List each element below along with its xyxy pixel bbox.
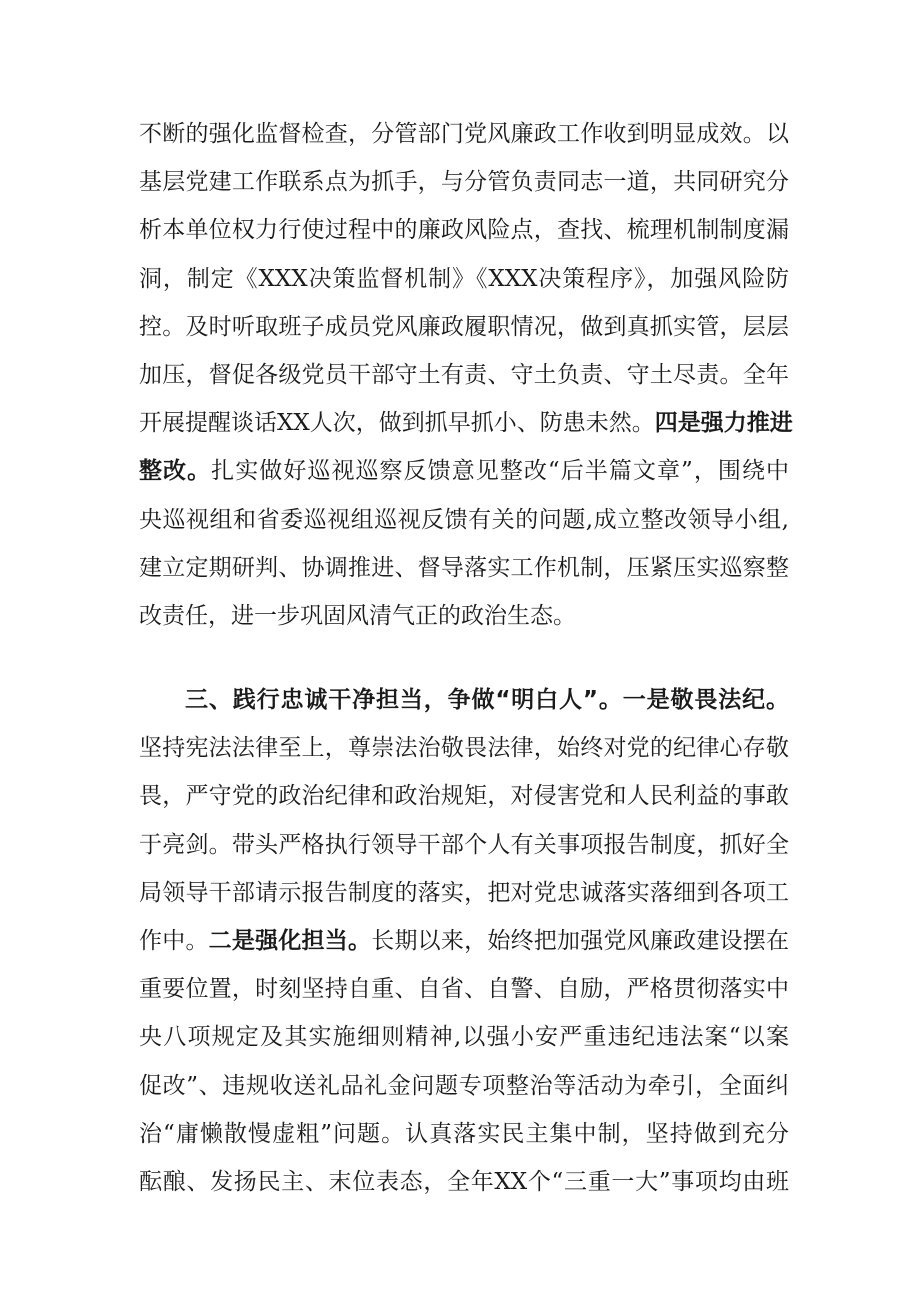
text-run: 促改”、违规收送礼品礼金问题专项整治等活动为牵引，全面纠 (139, 1072, 789, 1099)
text-line (139, 965, 789, 1013)
text-run: 治“庸懒散慢虚粗”问题。认真落实民主集中制，坚持做到充分 (139, 1120, 789, 1147)
text-run: 控。及时听取班子成员党风廉政履职情况，做到真抓实管，层层 (139, 313, 789, 340)
text-line (139, 1062, 789, 1110)
text-line (139, 1158, 789, 1206)
text-run: 重要位置，时刻坚持自重、自省、自警、自励，严格贯彻落实中 (139, 976, 789, 1003)
bold-heading-run: 二是强化担当。 (208, 928, 372, 954)
text-run: 作中。 (139, 928, 209, 954)
text-line (139, 724, 789, 772)
text-run: 长期以来，始终把加强党风廉政建设摆在 (371, 928, 790, 954)
text-line (139, 1110, 789, 1158)
text-line (139, 110, 789, 158)
text-run: 改责任，进一步巩固风清气正的政治生态。 (139, 602, 576, 629)
text-run: 开展提醒谈话XX人次，做到抓早抓小、防患未然。 (139, 410, 655, 437)
text-run: 基层党建工作联系点为抓手，与分管负责同志一道，共同研究分 (139, 169, 789, 196)
text-line (139, 158, 789, 206)
section-heading-line (139, 676, 789, 724)
text-run: 洞，制定《XXX决策监督机制》《XXX决策程序》，加强风险防 (139, 265, 789, 292)
text-line (139, 772, 789, 820)
text-line (139, 399, 793, 447)
text-line (139, 592, 789, 640)
text-line (139, 255, 789, 303)
text-run: 加压，督促各级党员干部守土有责、守土负责、守土尽责。全年 (139, 361, 789, 388)
paragraph-gap (139, 640, 789, 676)
text-line (139, 869, 789, 917)
bold-heading-run: 一是敬畏法纪。 (622, 687, 790, 714)
text-run: 局领导干部请示报告制度的落实，把对党忠诚落实落细到各项工 (139, 879, 789, 906)
text-line (139, 544, 789, 592)
text-line (139, 303, 789, 351)
text-line (139, 447, 789, 495)
text-line (139, 496, 789, 544)
text-run: 于亮剑。带头严格执行领导干部个人有关事项报告制度，抓好全 (139, 831, 789, 858)
document-body (139, 110, 793, 1206)
text-run: 畏，严守党的政治纪律和政治规矩，对侵害党和人民利益的事敢 (139, 783, 789, 810)
text-line (139, 351, 789, 399)
text-run: 央八项规定及其实施细则精神,以强小安严重违纪违法案“以案 (139, 1024, 789, 1051)
text-line (139, 1013, 789, 1061)
bold-heading-run: 四是强力推进 (654, 410, 793, 437)
text-run: 析本单位权力行使过程中的廉政风险点，查找、梳理机制制度漏 (139, 217, 789, 244)
text-run: 扎实做好巡视巡察反馈意见整改“后半篇文章”，围绕中 (211, 458, 789, 485)
text-line (139, 917, 789, 965)
bold-heading-run: 整改。 (139, 458, 212, 485)
text-run: 坚持宪法法律至上，尊崇法治敬畏法律，始终对党的纪律心存敬 (139, 735, 789, 762)
text-run: 不断的强化监督检查，分管部门党风廉政工作收到明显成效。以 (139, 121, 789, 147)
section-heading: 三、践行忠诚干净担当，争做“明白人”。 (185, 687, 623, 714)
text-run: 央巡视组和省委巡视组巡视反馈有关的问题,成立整改领导小组, (139, 506, 789, 533)
text-run: 酝酿、发扬民主、末位表态，全年XX个“三重一大”事项均由班 (139, 1168, 789, 1195)
text-run: 建立定期研判、协调推进、督导落实工作机制，压紧压实巡察整 (139, 554, 789, 581)
text-line (139, 821, 789, 869)
text-line (139, 206, 789, 254)
